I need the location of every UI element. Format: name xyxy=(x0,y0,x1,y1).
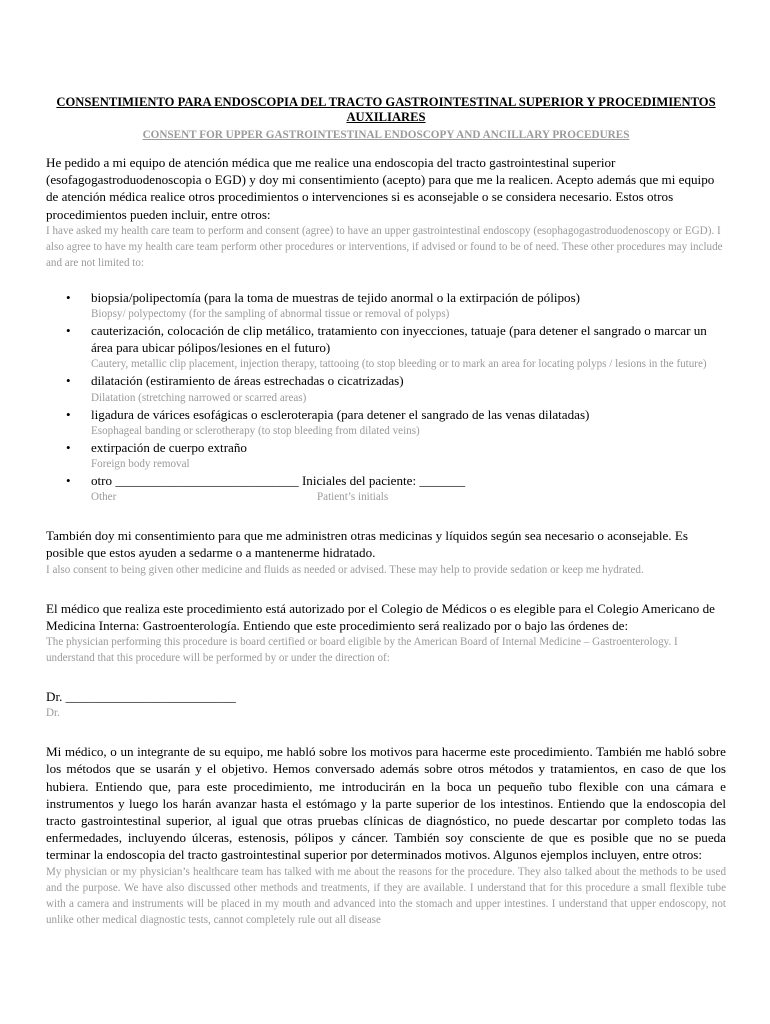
list-item-other xyxy=(46,472,726,505)
initials-label-en: Patient’s initials xyxy=(317,491,389,504)
document-title-es: CONSENTIMIENTO PARA ENDOSCOPIA DEL TRACTO GASTROINTESTINAL SUPERIOR Y PROCEDIMIENTOS AUXILIARES xyxy=(56,95,716,124)
procedure-list xyxy=(46,289,726,505)
medicines-text-es: También doy mi consentimiento para que me administren otras medicinas y líquidos según sea necesario o aconsejable. Es posible que estos ayuden a sedarme o a mantenerme hidratado. xyxy=(46,528,688,561)
bullet-icon: • xyxy=(66,406,71,422)
other-label-en: Other xyxy=(91,491,117,504)
consent-document xyxy=(46,95,726,928)
procedure-es: biopsia/polipectomía (para la toma de muestras de tejido anormal o la extirpación de pólipos) xyxy=(91,289,581,305)
doctor-section xyxy=(46,688,726,721)
document-title-en: CONSENT FOR UPPER GASTROINTESTINAL ENDOSCOPY AND ANCILLARY PROCEDURES xyxy=(142,129,630,141)
other-labels xyxy=(91,489,726,505)
intro-text-en: I have asked my health care team to perform and consent (agree) to have an upper gastrointestinal endoscopy (esophagogastroduodenoscopy or EGD). I also agree to have my health care team perform other procedures or interventions, if advised or found to be of need. These other procedures may include and are not limited to: xyxy=(46,224,723,269)
procedure-es: cauterización, colocación de clip metálico, tratamiento con inyecciones, tatuaje (para detener el sangrado o marcar un área para ubicar pólipos/lesiones en el futuro) xyxy=(91,323,707,356)
bullet-icon: • xyxy=(66,373,71,389)
list-item xyxy=(46,322,726,372)
medicines-section xyxy=(46,527,726,577)
procedure-en: Esophageal banding or sclerotherapy (to stop bleeding from dilated veins) xyxy=(91,424,420,437)
intro-text-es: He pedido a mi equipo de atención médica que me realice una endoscopia del tracto gastrointestinal superior (esofagogastroduodenoscopia o EGD) y doy mi consentimiento (acepto) para que me la realicen. Acepto además que mi equipo de atención médica realice otros procedimientos o intervenciones si es aconsejable o se considera necesario. Estos otros procedimientos pueden incluir, entre otros: xyxy=(46,155,715,222)
procedure-en: Dilatation (stretching narrowed or scarred areas) xyxy=(91,391,307,404)
procedure-en: Biopsy/ polypectomy (for the sampling of abnormal tissue or removal of polyps) xyxy=(91,308,450,321)
physician-section xyxy=(46,600,726,666)
doctor-name-field[interactable]: Dr. __________________________ xyxy=(46,689,236,705)
bullet-icon: • xyxy=(66,439,71,455)
doctor-label-en: Dr. xyxy=(46,707,60,720)
explanation-text-en: My physician or my physician’s healthcare team has talked with me about the reasons for the procedure. They also talked about the methods to be used and the purpose. We have also discussed other methods and treatments, if they are available. I understand that for this procedure a small flexible tube with a camera and instruments will be placed in my mouth and advanced into the stomach and upper intestines. I understand that upper endoscopy, not unlike other medical diagnostic tests, cannot completely rule out all disease xyxy=(46,865,726,926)
list-item xyxy=(46,406,726,439)
explanation-text-es: Mi médico, o un integrante de su equipo, me habló sobre los motivos para hacerme este procedimiento. También me habló sobre los métodos que se usarán y el objetivo. Hemos conversado además sobre otros métodos y tratamientos, en caso de que los hubiera. Entiendo que, para este procedimiento, me introducirán en la boca un pequeño tubo flexible con una cámara e instrumentos y luego los harán avanzar hasta el estómago y la parte superior de los intestinos. Entiendo que la endoscopia del tracto gastrointestinal superior, al igual que otras pruebas clínicas de diagnóstico, no puede descartar por completo todas las enfermedades, incluyendo úlceras, estenosis, pólipos y cáncer. También soy consciente de que es posible que no se pueda terminar la endoscopia del tracto gastrointestinal superior por determinados motivos. Algunos ejemplos incluyen, entre otros: xyxy=(46,744,726,863)
list-item xyxy=(46,439,726,472)
list-item xyxy=(46,289,726,322)
intro-section xyxy=(46,154,726,271)
other-initials-field[interactable]: otro ____________________________ Iniciales del paciente: _______ xyxy=(91,473,466,489)
bullet-icon: • xyxy=(66,289,71,305)
procedure-es: ligadura de várices esofágicas o escleroterapia (para detener el sangrado de las venas dilatadas) xyxy=(91,406,590,422)
procedure-en: Cautery, metallic clip placement, injection therapy, tattooing (to stop bleeding or to mark an area for locating polyps / lesions in the future) xyxy=(91,358,707,371)
medicines-text-en: I also consent to being given other medicine and fluids as needed or advised. These may help to provide sedation or keep me hydrated. xyxy=(46,563,644,576)
physician-text-en: The physician performing this procedure is board certified or board eligible by the American Board of Internal Medicine – Gastroenterology. I understand that this procedure will be performed by or under the direction of: xyxy=(46,636,678,665)
procedure-en: Foreign body removal xyxy=(91,458,190,471)
bullet-icon: • xyxy=(66,323,71,339)
procedure-es: extirpación de cuerpo extraño xyxy=(91,439,247,455)
explanation-section xyxy=(46,743,726,927)
list-item xyxy=(46,372,726,405)
physician-text-es: El médico que realiza este procedimiento está autorizado por el Colegio de Médicos o es elegible para el Colegio Americano de Medicina Interna: Gastroenterología. Entiendo que este procedimiento será realizado por o bajo las órdenes de: xyxy=(46,600,715,633)
procedure-es: dilatación (estiramiento de áreas estrechadas o cicatrizadas) xyxy=(91,373,404,389)
bullet-icon: • xyxy=(66,473,71,489)
